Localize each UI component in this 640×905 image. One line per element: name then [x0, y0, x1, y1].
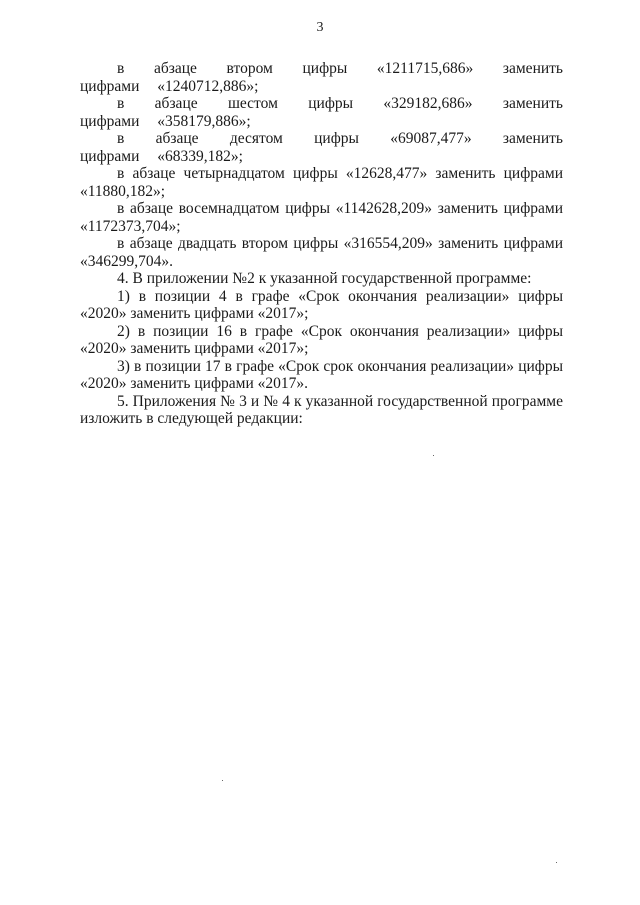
paragraph-2: в абзаце шестом цифры «329182,686» заменить цифрами «358179,886»;	[80, 95, 563, 130]
scan-speck	[556, 862, 557, 863]
paragraph-9: 2) в позиции 16 в графе «Срок окончания реализации» цифры «2020» заменить цифрами «2017»;	[80, 322, 563, 357]
page-number: 3	[316, 20, 324, 35]
paragraph-6: в абзаце двадцать втором цифры «316554,209» заменить цифрами «346299,704».	[80, 235, 563, 270]
document-body	[80, 60, 563, 428]
paragraph-11: 5. Приложения № 3 и № 4 к указанной государственной программе изложить в следующей редакции:	[80, 392, 563, 427]
paragraph-4: в абзаце четырнадцатом цифры «12628,477» заменить цифрами «11880,182»;	[80, 165, 563, 200]
paragraph-7: 4. В приложении №2 к указанной государственной программе:	[117, 270, 532, 287]
paragraph-8: 1) в позиции 4 в графе «Срок окончания реализации» цифры «2020» заменить цифрами «2017»;	[80, 287, 563, 322]
paragraph-1: в абзаце втором цифры «1211715,686» заменить цифрами «1240712,886»;	[80, 60, 563, 95]
paragraph-5: в абзаце восемнадцатом цифры «1142628,209» заменить цифрами «1172373,704»;	[80, 200, 563, 235]
scan-speck	[222, 780, 223, 781]
paragraph-3: в абзаце десятом цифры «69087,477» заменить цифрами «68339,182»;	[80, 130, 563, 165]
paragraph-10: 3) в позиции 17 в графе «Срок срок окончания реализации» цифры «2020» заменить цифрами «2017».	[80, 357, 563, 392]
scan-speck	[433, 455, 434, 456]
